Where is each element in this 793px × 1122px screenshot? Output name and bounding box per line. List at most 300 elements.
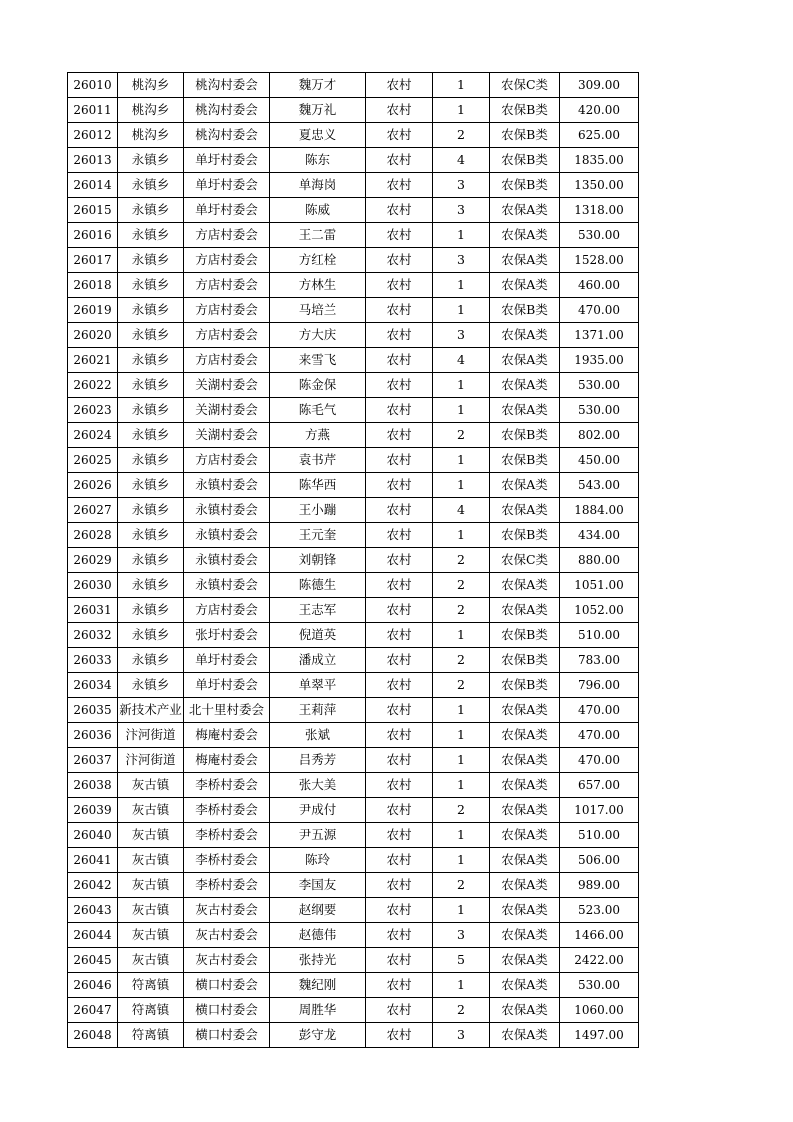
town-cell: 永镇乡	[118, 373, 184, 398]
table-row	[68, 423, 639, 448]
insurance-class-cell: 农保A类	[490, 273, 560, 298]
area-type-cell: 农村	[366, 298, 433, 323]
insurance-class-cell: 农保B类	[490, 148, 560, 173]
town-cell: 永镇乡	[118, 173, 184, 198]
area-type-cell: 农村	[366, 423, 433, 448]
village-cell: 单圩村委会	[184, 173, 270, 198]
area-type-cell: 农村	[366, 948, 433, 973]
insurance-class-cell: 农保C类	[490, 73, 560, 98]
village-cell: 桃沟村委会	[184, 73, 270, 98]
household-count-cell: 2	[433, 673, 490, 698]
insurance-class-cell: 农保A类	[490, 598, 560, 623]
name-cell: 王志军	[270, 598, 366, 623]
name-cell: 王莉萍	[270, 698, 366, 723]
name-cell: 刘朝锋	[270, 548, 366, 573]
insurance-class-cell: 农保A类	[490, 473, 560, 498]
household-count-cell: 1	[433, 773, 490, 798]
amount-cell: 460.00	[560, 273, 639, 298]
village-cell: 方店村委会	[184, 298, 270, 323]
area-type-cell: 农村	[366, 473, 433, 498]
town-cell: 永镇乡	[118, 573, 184, 598]
area-type-cell: 农村	[366, 73, 433, 98]
table-row	[68, 198, 639, 223]
table-row	[68, 173, 639, 198]
name-cell: 张持光	[270, 948, 366, 973]
village-cell: 单圩村委会	[184, 148, 270, 173]
village-cell: 方店村委会	[184, 323, 270, 348]
amount-cell: 1017.00	[560, 798, 639, 823]
insurance-class-cell: 农保B类	[490, 623, 560, 648]
village-cell: 灰古村委会	[184, 948, 270, 973]
table-row	[68, 348, 639, 373]
table-row	[68, 598, 639, 623]
town-cell: 符离镇	[118, 1023, 184, 1048]
record-id-cell: 26018	[68, 273, 118, 298]
name-cell: 方林生	[270, 273, 366, 298]
record-id-cell: 26048	[68, 1023, 118, 1048]
name-cell: 单翠平	[270, 673, 366, 698]
area-type-cell: 农村	[366, 323, 433, 348]
name-cell: 方大庆	[270, 323, 366, 348]
table-row	[68, 848, 639, 873]
village-cell: 永镇村委会	[184, 548, 270, 573]
record-id-cell: 26042	[68, 873, 118, 898]
amount-cell: 510.00	[560, 623, 639, 648]
table-row	[68, 798, 639, 823]
record-id-cell: 26025	[68, 448, 118, 473]
area-type-cell: 农村	[366, 698, 433, 723]
name-cell: 陈玲	[270, 848, 366, 873]
village-cell: 李桥村委会	[184, 823, 270, 848]
record-id-cell: 26014	[68, 173, 118, 198]
name-cell: 袁书芹	[270, 448, 366, 473]
insurance-class-cell: 农保A类	[490, 1023, 560, 1048]
household-count-cell: 1	[433, 723, 490, 748]
name-cell: 方燕	[270, 423, 366, 448]
table-row	[68, 523, 639, 548]
name-cell: 陈威	[270, 198, 366, 223]
household-count-cell: 1	[433, 373, 490, 398]
table-row	[68, 673, 639, 698]
village-cell: 桃沟村委会	[184, 123, 270, 148]
amount-cell: 1884.00	[560, 498, 639, 523]
amount-cell: 2422.00	[560, 948, 639, 973]
insurance-class-cell: 农保A类	[490, 323, 560, 348]
insurance-class-cell: 农保B类	[490, 648, 560, 673]
record-id-cell: 26034	[68, 673, 118, 698]
table-row	[68, 98, 639, 123]
household-count-cell: 1	[433, 448, 490, 473]
insurance-class-cell: 农保A类	[490, 198, 560, 223]
name-cell: 吕秀芳	[270, 748, 366, 773]
area-type-cell: 农村	[366, 498, 433, 523]
town-cell: 永镇乡	[118, 673, 184, 698]
insurance-class-cell: 农保B类	[490, 173, 560, 198]
household-count-cell: 2	[433, 123, 490, 148]
household-count-cell: 2	[433, 573, 490, 598]
household-count-cell: 1	[433, 748, 490, 773]
town-cell: 符离镇	[118, 973, 184, 998]
record-id-cell: 26012	[68, 123, 118, 148]
village-cell: 关湖村委会	[184, 373, 270, 398]
table-row	[68, 73, 639, 98]
area-type-cell: 农村	[366, 448, 433, 473]
record-id-cell: 26037	[68, 748, 118, 773]
name-cell: 夏忠义	[270, 123, 366, 148]
amount-cell: 470.00	[560, 298, 639, 323]
village-cell: 梅庵村委会	[184, 748, 270, 773]
village-cell: 单圩村委会	[184, 648, 270, 673]
insurance-class-cell: 农保B类	[490, 448, 560, 473]
town-cell: 永镇乡	[118, 223, 184, 248]
area-type-cell: 农村	[366, 398, 433, 423]
town-cell: 永镇乡	[118, 198, 184, 223]
amount-cell: 530.00	[560, 373, 639, 398]
insurance-class-cell: 农保A类	[490, 848, 560, 873]
insurance-class-cell: 农保A类	[490, 923, 560, 948]
name-cell: 方红栓	[270, 248, 366, 273]
name-cell: 倪道英	[270, 623, 366, 648]
table-row	[68, 923, 639, 948]
town-cell: 永镇乡	[118, 298, 184, 323]
table-row	[68, 973, 639, 998]
insurance-class-cell: 农保A类	[490, 573, 560, 598]
record-id-cell: 26026	[68, 473, 118, 498]
village-cell: 方店村委会	[184, 348, 270, 373]
amount-cell: 1497.00	[560, 1023, 639, 1048]
table-row	[68, 573, 639, 598]
record-id-cell: 26031	[68, 598, 118, 623]
household-count-cell: 3	[433, 923, 490, 948]
amount-cell: 880.00	[560, 548, 639, 573]
insurance-class-cell: 农保A类	[490, 948, 560, 973]
record-id-cell: 26038	[68, 773, 118, 798]
area-type-cell: 农村	[366, 348, 433, 373]
area-type-cell: 农村	[366, 748, 433, 773]
table-row	[68, 298, 639, 323]
record-id-cell: 26041	[68, 848, 118, 873]
record-id-cell: 26039	[68, 798, 118, 823]
household-count-cell: 2	[433, 598, 490, 623]
insurance-class-cell: 农保A类	[490, 998, 560, 1023]
village-cell: 单圩村委会	[184, 198, 270, 223]
amount-cell: 796.00	[560, 673, 639, 698]
table-row	[68, 623, 639, 648]
village-cell: 灰古村委会	[184, 923, 270, 948]
name-cell: 陈东	[270, 148, 366, 173]
household-count-cell: 1	[433, 73, 490, 98]
name-cell: 来雪飞	[270, 348, 366, 373]
amount-cell: 543.00	[560, 473, 639, 498]
village-cell: 桃沟村委会	[184, 98, 270, 123]
town-cell: 灰古镇	[118, 898, 184, 923]
town-cell: 永镇乡	[118, 598, 184, 623]
town-cell: 汴河街道	[118, 748, 184, 773]
household-count-cell: 1	[433, 898, 490, 923]
village-cell: 梅庵村委会	[184, 723, 270, 748]
household-count-cell: 1	[433, 473, 490, 498]
insurance-class-cell: 农保A类	[490, 748, 560, 773]
table-row	[68, 1023, 639, 1048]
table-row	[68, 873, 639, 898]
insurance-class-cell: 农保A类	[490, 798, 560, 823]
record-id-cell: 26013	[68, 148, 118, 173]
name-cell: 魏万才	[270, 73, 366, 98]
record-id-cell: 26021	[68, 348, 118, 373]
insurance-class-cell: 农保A类	[490, 723, 560, 748]
table-row	[68, 648, 639, 673]
town-cell: 灰古镇	[118, 773, 184, 798]
record-id-cell: 26035	[68, 698, 118, 723]
record-id-cell: 26043	[68, 898, 118, 923]
village-cell: 北十里村委会	[184, 698, 270, 723]
village-cell: 横口村委会	[184, 998, 270, 1023]
record-id-cell: 26023	[68, 398, 118, 423]
record-id-cell: 26024	[68, 423, 118, 448]
insurance-class-cell: 农保A类	[490, 223, 560, 248]
area-type-cell: 农村	[366, 798, 433, 823]
name-cell: 马培兰	[270, 298, 366, 323]
town-cell: 永镇乡	[118, 423, 184, 448]
village-cell: 关湖村委会	[184, 423, 270, 448]
table-row	[68, 748, 639, 773]
amount-cell: 802.00	[560, 423, 639, 448]
name-cell: 陈华西	[270, 473, 366, 498]
amount-cell: 530.00	[560, 398, 639, 423]
table-row	[68, 723, 639, 748]
insurance-class-cell: 农保B类	[490, 523, 560, 548]
table-row	[68, 248, 639, 273]
town-cell: 灰古镇	[118, 823, 184, 848]
town-cell: 永镇乡	[118, 648, 184, 673]
amount-cell: 510.00	[560, 823, 639, 848]
household-count-cell: 2	[433, 648, 490, 673]
name-cell: 魏万礼	[270, 98, 366, 123]
household-count-cell: 5	[433, 948, 490, 973]
household-count-cell: 4	[433, 148, 490, 173]
amount-cell: 1935.00	[560, 348, 639, 373]
amount-cell: 783.00	[560, 648, 639, 673]
area-type-cell: 农村	[366, 273, 433, 298]
name-cell: 尹五源	[270, 823, 366, 848]
name-cell: 张大美	[270, 773, 366, 798]
town-cell: 永镇乡	[118, 498, 184, 523]
area-type-cell: 农村	[366, 623, 433, 648]
table-row	[68, 223, 639, 248]
town-cell: 永镇乡	[118, 398, 184, 423]
household-count-cell: 3	[433, 1023, 490, 1048]
town-cell: 符离镇	[118, 998, 184, 1023]
name-cell: 王元奎	[270, 523, 366, 548]
area-type-cell: 农村	[366, 598, 433, 623]
town-cell: 灰古镇	[118, 873, 184, 898]
area-type-cell: 农村	[366, 823, 433, 848]
record-id-cell: 26016	[68, 223, 118, 248]
village-cell: 方店村委会	[184, 598, 270, 623]
insurance-class-cell: 农保C类	[490, 548, 560, 573]
area-type-cell: 农村	[366, 373, 433, 398]
village-cell: 永镇村委会	[184, 498, 270, 523]
village-cell: 张圩村委会	[184, 623, 270, 648]
village-cell: 方店村委会	[184, 448, 270, 473]
town-cell: 永镇乡	[118, 348, 184, 373]
name-cell: 陈金保	[270, 373, 366, 398]
area-type-cell: 农村	[366, 223, 433, 248]
area-type-cell: 农村	[366, 673, 433, 698]
name-cell: 赵纲要	[270, 898, 366, 923]
amount-cell: 1835.00	[560, 148, 639, 173]
household-count-cell: 1	[433, 973, 490, 998]
area-type-cell: 农村	[366, 773, 433, 798]
record-id-cell: 26022	[68, 373, 118, 398]
amount-cell: 523.00	[560, 898, 639, 923]
amount-cell: 1052.00	[560, 598, 639, 623]
area-type-cell: 农村	[366, 723, 433, 748]
insurance-class-cell: 农保A类	[490, 248, 560, 273]
amount-cell: 309.00	[560, 73, 639, 98]
town-cell: 永镇乡	[118, 548, 184, 573]
town-cell: 桃沟乡	[118, 123, 184, 148]
area-type-cell: 农村	[366, 148, 433, 173]
record-id-cell: 26036	[68, 723, 118, 748]
household-count-cell: 1	[433, 223, 490, 248]
insurance-class-cell: 农保A类	[490, 898, 560, 923]
record-id-cell: 26032	[68, 623, 118, 648]
amount-cell: 1318.00	[560, 198, 639, 223]
table-row	[68, 373, 639, 398]
amount-cell: 506.00	[560, 848, 639, 873]
name-cell: 周胜华	[270, 998, 366, 1023]
insurance-class-cell: 农保B类	[490, 298, 560, 323]
area-type-cell: 农村	[366, 1023, 433, 1048]
town-cell: 永镇乡	[118, 523, 184, 548]
household-count-cell: 1	[433, 523, 490, 548]
name-cell: 潘成立	[270, 648, 366, 673]
record-id-cell: 26017	[68, 248, 118, 273]
table-row	[68, 698, 639, 723]
insurance-class-cell: 农保A类	[490, 373, 560, 398]
insurance-class-cell: 农保B类	[490, 673, 560, 698]
record-id-cell: 26046	[68, 973, 118, 998]
town-cell: 灰古镇	[118, 798, 184, 823]
record-id-cell: 26020	[68, 323, 118, 348]
record-id-cell: 26011	[68, 98, 118, 123]
table-row	[68, 498, 639, 523]
village-cell: 李桥村委会	[184, 773, 270, 798]
town-cell: 灰古镇	[118, 923, 184, 948]
name-cell: 王小蹦	[270, 498, 366, 523]
household-count-cell: 4	[433, 498, 490, 523]
table-row	[68, 448, 639, 473]
record-id-cell: 26030	[68, 573, 118, 598]
household-count-cell: 4	[433, 348, 490, 373]
amount-cell: 1060.00	[560, 998, 639, 1023]
town-cell: 永镇乡	[118, 448, 184, 473]
amount-cell: 470.00	[560, 723, 639, 748]
record-id-cell: 26027	[68, 498, 118, 523]
insurance-class-cell: 农保A类	[490, 498, 560, 523]
household-count-cell: 1	[433, 623, 490, 648]
record-id-cell: 26015	[68, 198, 118, 223]
area-type-cell: 农村	[366, 173, 433, 198]
village-cell: 横口村委会	[184, 1023, 270, 1048]
table-row	[68, 148, 639, 173]
name-cell: 王二雷	[270, 223, 366, 248]
household-count-cell: 1	[433, 98, 490, 123]
area-type-cell: 农村	[366, 923, 433, 948]
name-cell: 魏纪刚	[270, 973, 366, 998]
area-type-cell: 农村	[366, 548, 433, 573]
town-cell: 桃沟乡	[118, 73, 184, 98]
town-cell: 新技术产业	[118, 698, 184, 723]
name-cell: 单海岗	[270, 173, 366, 198]
insurance-class-cell: 农保B类	[490, 98, 560, 123]
area-type-cell: 农村	[366, 848, 433, 873]
amount-cell: 657.00	[560, 773, 639, 798]
amount-cell: 1528.00	[560, 248, 639, 273]
insurance-class-cell: 农保A类	[490, 773, 560, 798]
town-cell: 汴河街道	[118, 723, 184, 748]
village-cell: 李桥村委会	[184, 873, 270, 898]
data-table	[67, 72, 639, 1048]
table-row	[68, 948, 639, 973]
area-type-cell: 农村	[366, 248, 433, 273]
table-row	[68, 123, 639, 148]
household-count-cell: 1	[433, 698, 490, 723]
name-cell: 彭守龙	[270, 1023, 366, 1048]
table-row	[68, 398, 639, 423]
village-cell: 方店村委会	[184, 248, 270, 273]
table-row	[68, 548, 639, 573]
amount-cell: 625.00	[560, 123, 639, 148]
table-row	[68, 473, 639, 498]
insurance-class-cell: 农保B类	[490, 423, 560, 448]
record-id-cell: 26028	[68, 523, 118, 548]
area-type-cell: 农村	[366, 123, 433, 148]
record-id-cell: 26019	[68, 298, 118, 323]
town-cell: 灰古镇	[118, 948, 184, 973]
record-id-cell: 26045	[68, 948, 118, 973]
village-cell: 永镇村委会	[184, 473, 270, 498]
record-id-cell: 26044	[68, 923, 118, 948]
village-cell: 李桥村委会	[184, 848, 270, 873]
area-type-cell: 农村	[366, 998, 433, 1023]
name-cell: 张斌	[270, 723, 366, 748]
table-row	[68, 273, 639, 298]
household-count-cell: 1	[433, 823, 490, 848]
insurance-class-cell: 农保A类	[490, 348, 560, 373]
amount-cell: 1051.00	[560, 573, 639, 598]
record-id-cell: 26010	[68, 73, 118, 98]
town-cell: 桃沟乡	[118, 98, 184, 123]
insurance-class-cell: 农保A类	[490, 698, 560, 723]
area-type-cell: 农村	[366, 648, 433, 673]
record-id-cell: 26047	[68, 998, 118, 1023]
amount-cell: 470.00	[560, 748, 639, 773]
record-id-cell: 26040	[68, 823, 118, 848]
village-cell: 方店村委会	[184, 223, 270, 248]
insurance-class-cell: 农保A类	[490, 873, 560, 898]
town-cell: 永镇乡	[118, 248, 184, 273]
table-row	[68, 323, 639, 348]
town-cell: 永镇乡	[118, 473, 184, 498]
area-type-cell: 农村	[366, 873, 433, 898]
amount-cell: 1466.00	[560, 923, 639, 948]
area-type-cell: 农村	[366, 973, 433, 998]
area-type-cell: 农村	[366, 523, 433, 548]
record-id-cell: 26033	[68, 648, 118, 673]
amount-cell: 470.00	[560, 698, 639, 723]
